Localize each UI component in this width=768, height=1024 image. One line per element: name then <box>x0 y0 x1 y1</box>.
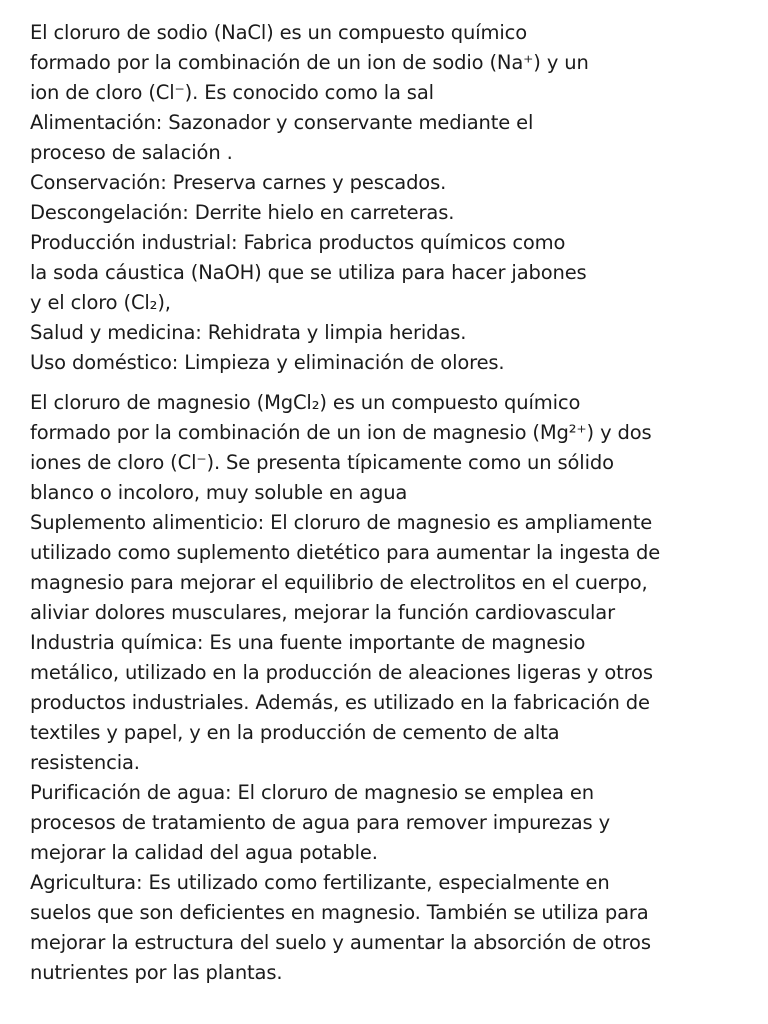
text-line: formado por la combinación de un ion de sodio (Na⁺) y un <box>30 51 589 74</box>
text-line: productos industriales. Además, es utilizado en la fabricación de <box>30 691 650 714</box>
text-line: Producción industrial: Fabrica productos químicos como <box>30 231 566 254</box>
text-line: Uso doméstico: Limpieza y eliminación de olores. <box>30 351 505 374</box>
text-line: utilizado como suplemento dietético para aumentar la ingesta de <box>30 541 661 564</box>
document-body <box>30 18 760 988</box>
text-line: Purificación de agua: El cloruro de magnesio se emplea en <box>30 781 594 804</box>
text-line: nutrientes por las plantas. <box>30 961 283 984</box>
text-line: magnesio para mejorar el equilibrio de electrolitos en el cuerpo, <box>30 571 648 594</box>
text-line: El cloruro de magnesio (MgCl₂) es un compuesto químico <box>30 391 581 414</box>
text-line: y el cloro (Cl₂), <box>30 291 171 314</box>
text-line: ion de cloro (Cl⁻). Es conocido como la sal <box>30 81 434 104</box>
text-line: mejorar la estructura del suelo y aumentar la absorción de otros <box>30 931 651 954</box>
text-line: aliviar dolores musculares, mejorar la función cardiovascular <box>30 601 615 624</box>
text-line: Conservación: Preserva carnes y pescados. <box>30 171 447 194</box>
text-line: Industria química: Es una fuente importante de magnesio <box>30 631 586 654</box>
text-line: Salud y medicina: Rehidrata y limpia heridas. <box>30 321 467 344</box>
text-line: resistencia. <box>30 751 140 774</box>
text-line: mejorar la calidad del agua potable. <box>30 841 378 864</box>
text-line: proceso de salación . <box>30 141 233 164</box>
text-line: procesos de tratamiento de agua para remover impurezas y <box>30 811 610 834</box>
text-line: la soda cáustica (NaOH) que se utiliza para hacer jabones <box>30 261 587 284</box>
nacl-section <box>30 18 760 378</box>
text-line: El cloruro de sodio (NaCl) es un compuesto químico <box>30 21 527 44</box>
text-line: Agricultura: Es utilizado como fertilizante, especialmente en <box>30 871 610 894</box>
text-line: textiles y papel, y en la producción de cemento de alta <box>30 721 560 744</box>
text-line: formado por la combinación de un ion de magnesio (Mg²⁺) y dos <box>30 421 652 444</box>
text-line: blanco o incoloro, muy soluble en agua <box>30 481 408 504</box>
section-gap <box>30 378 760 388</box>
text-line: Descongelación: Derrite hielo en carreteras. <box>30 201 455 224</box>
text-line: suelos que son deficientes en magnesio. También se utiliza para <box>30 901 649 924</box>
text-line: metálico, utilizado en la producción de aleaciones ligeras y otros <box>30 661 653 684</box>
text-line: iones de cloro (Cl⁻). Se presenta típicamente como un sólido <box>30 451 614 474</box>
text-line: Alimentación: Sazonador y conservante mediante el <box>30 111 534 134</box>
text-line: Suplemento alimenticio: El cloruro de magnesio es ampliamente <box>30 511 653 534</box>
mgcl2-section <box>30 388 760 988</box>
